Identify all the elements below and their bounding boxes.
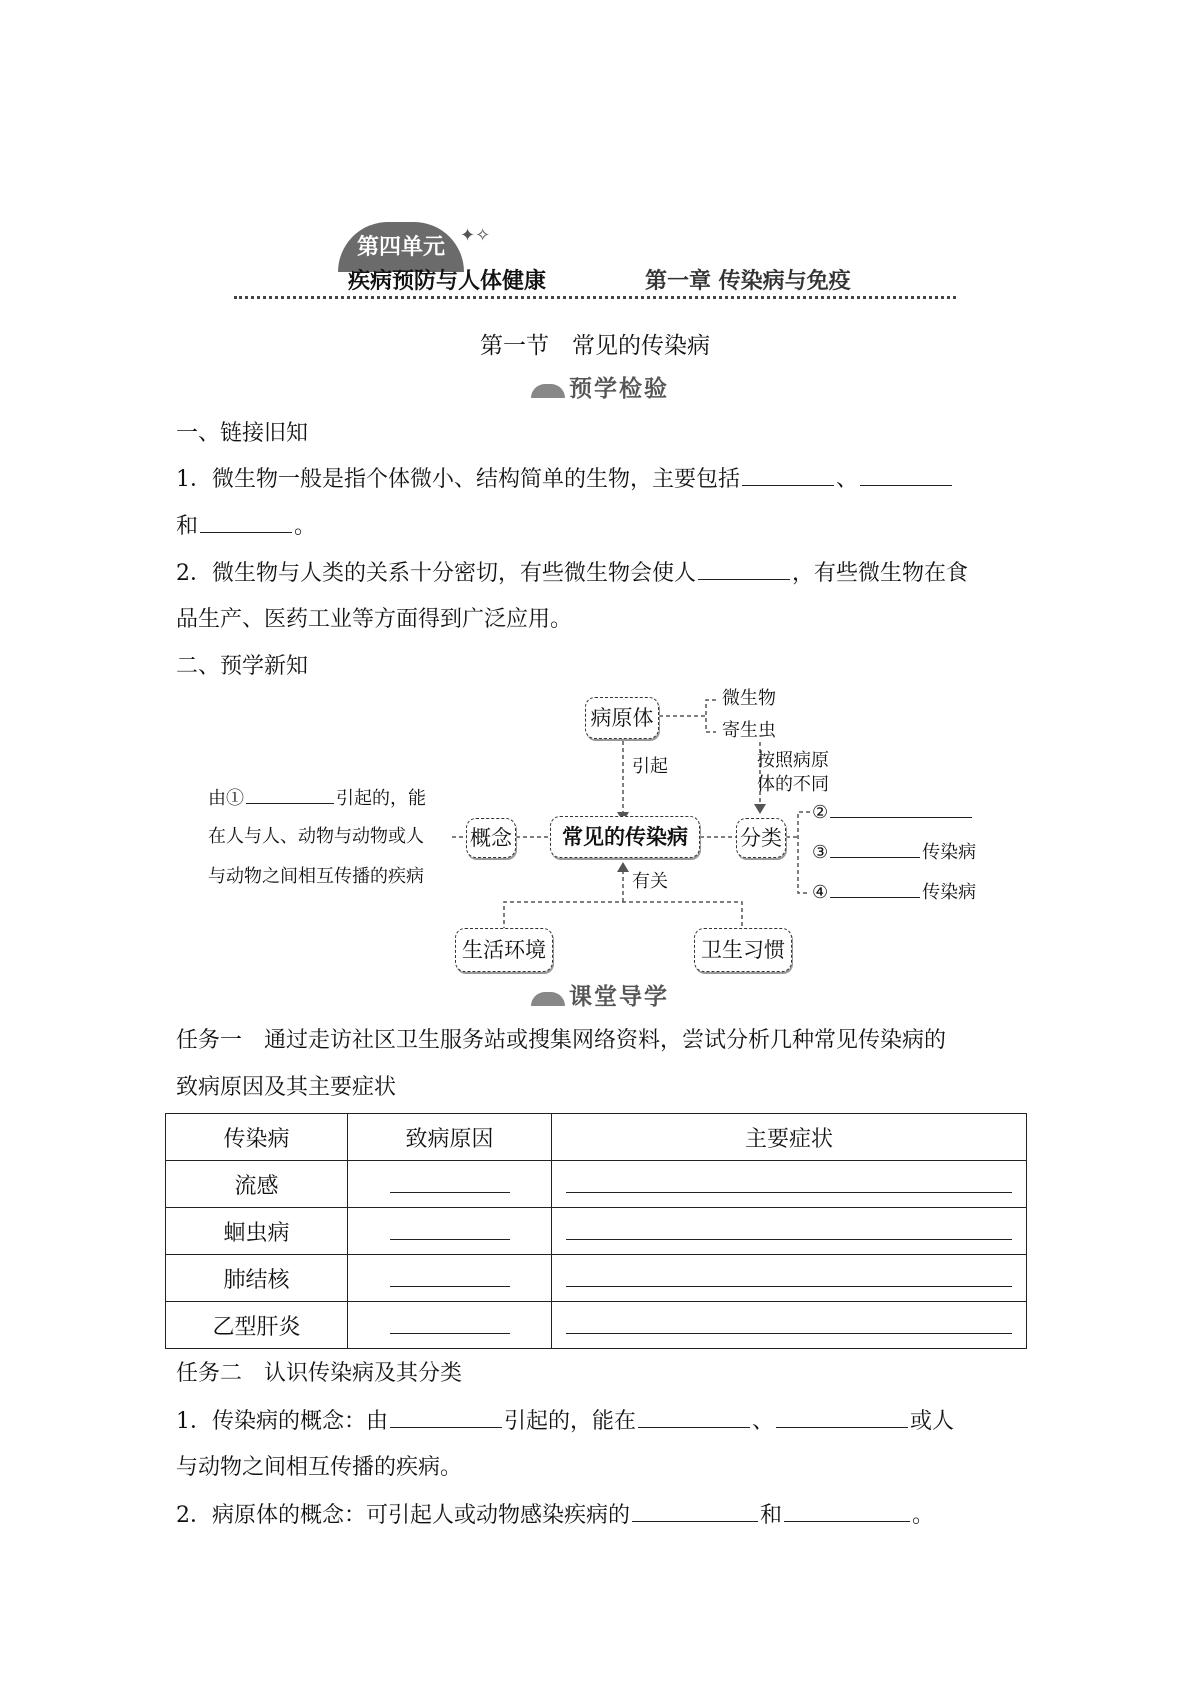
disease-name: 蛔虫病 <box>166 1208 348 1255</box>
part1-heading: 一、链接旧知 <box>176 421 309 446</box>
table-header: 传染病 <box>166 1114 348 1161</box>
disease-name: 乙型肝炎 <box>166 1302 348 1349</box>
cause-blank[interactable] <box>390 1264 510 1287</box>
disease-name: 肺结核 <box>166 1255 348 1302</box>
node-hygiene: 卫生习惯 <box>694 928 792 972</box>
answer-blank[interactable] <box>830 882 920 898</box>
task2-q1-line1: 1．传染病的概念：由 引起的，能在 、 或人 <box>176 1409 955 1434</box>
class-item-4: ④ 传染病 <box>812 882 977 903</box>
answer-blank[interactable] <box>390 1409 502 1428</box>
task2-q1-line2: 与动物之间相互传播的疾病。 <box>176 1455 463 1480</box>
q2-line2: 品生产、医药工业等方面得到广泛应用。 <box>176 607 573 632</box>
cause-blank[interactable] <box>390 1311 510 1334</box>
table-row <box>166 1208 1027 1255</box>
label-related: 有关 <box>632 871 668 892</box>
table-row <box>166 1255 1027 1302</box>
answer-blank[interactable] <box>246 788 334 804</box>
banner-preview: 预学检验 <box>500 370 700 403</box>
label-basis-2: 体的不同 <box>757 774 829 795</box>
answer-blank[interactable] <box>776 1409 908 1428</box>
node-pathogen: 病原体 <box>585 697 659 739</box>
node-env: 生活环境 <box>455 928 553 972</box>
q1-line2: 和 。 <box>176 514 317 539</box>
table-header: 主要症状 <box>552 1114 1027 1161</box>
q1-line1: 1．微生物一般是指个体微小、结构简单的生物，主要包括 、 <box>176 467 954 492</box>
part2-heading: 二、预学新知 <box>176 654 309 679</box>
symptom-blank[interactable] <box>566 1217 1012 1240</box>
answer-blank[interactable] <box>632 1503 758 1522</box>
node-micro: 微生物 <box>722 688 776 709</box>
symptom-blank[interactable] <box>566 1264 1012 1287</box>
class-item-3: ③ 传染病 <box>812 842 977 863</box>
node-center: 常见的传染病 <box>550 816 700 858</box>
answer-blank[interactable] <box>830 802 972 818</box>
class-item-2: ② <box>812 802 974 824</box>
table-header-row <box>166 1114 1027 1161</box>
concept-line3: 与动物之间相互传播的疾病 <box>208 866 424 887</box>
banner-class: 课堂导学 <box>500 978 700 1011</box>
label-cause: 引起 <box>632 756 668 777</box>
node-parasite: 寄生虫 <box>722 720 776 741</box>
symptom-blank[interactable] <box>566 1170 1012 1193</box>
task1-line1: 任务一 通过走访社区卫生服务站或搜集网络资料，尝试分析几种常见传染病的 <box>176 1028 947 1053</box>
cause-blank[interactable] <box>390 1170 510 1193</box>
task2-heading: 任务二 认识传染病及其分类 <box>176 1361 463 1386</box>
table-header: 致病原因 <box>348 1114 552 1161</box>
answer-blank[interactable] <box>638 1409 750 1428</box>
symptom-blank[interactable] <box>566 1311 1012 1334</box>
cause-blank[interactable] <box>390 1217 510 1240</box>
node-concept: 概念 <box>466 818 516 858</box>
unit-badge: 第四单元 <box>338 222 464 272</box>
node-classification: 分类 <box>736 818 786 858</box>
task1-line2: 致病原因及其主要症状 <box>176 1075 397 1100</box>
label-basis-1: 按照病原 <box>757 750 829 771</box>
q2-line1: 2．微生物与人类的关系十分密切，有些微生物会使人 ，有些微生物在食 <box>176 561 969 586</box>
bracket-pathogen <box>706 700 716 732</box>
answer-blank[interactable] <box>830 842 920 858</box>
disease-table <box>165 1113 1027 1349</box>
arrow-up-icon <box>617 862 629 872</box>
table-row <box>166 1302 1027 1349</box>
banner-hill-icon <box>531 992 565 1006</box>
section-title: 第一节 常见的传染病 <box>480 333 710 359</box>
unit-title: 疾病预防与人体健康 <box>348 269 547 294</box>
disease-name: 流感 <box>166 1161 348 1208</box>
chapter-title: 第一章 传染病与免疫 <box>645 269 851 294</box>
bracket-classification <box>798 812 810 893</box>
task2-q2: 2．病原体的概念：可引起人或动物感染疾病的 和 。 <box>176 1503 935 1528</box>
star-decoration-icon: ✦✧ <box>460 225 491 246</box>
answer-blank[interactable] <box>784 1503 910 1522</box>
concept-line2: 在人与人、动物与动物或人 <box>208 826 424 847</box>
table-row <box>166 1161 1027 1208</box>
concept-line1: 由① 引起的，能 <box>208 788 426 809</box>
arrow-down-icon <box>754 804 766 814</box>
